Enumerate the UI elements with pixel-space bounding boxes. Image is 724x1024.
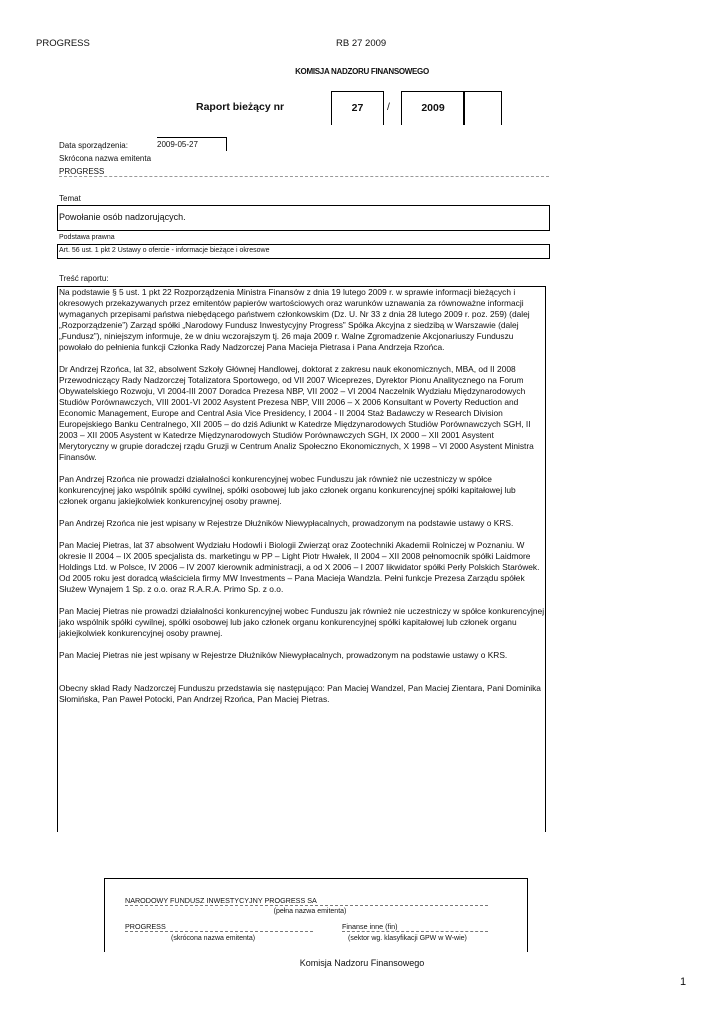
- report-label: Raport bieżący nr: [196, 101, 285, 113]
- short-name-caption: (skrócona nazwa emitenta): [171, 935, 256, 942]
- bottom-caption: Komisja Nadzoru Finansowego: [299, 958, 425, 968]
- short-name-footer-rule: [125, 931, 313, 932]
- issuer-short-name: PROGRESS: [125, 922, 166, 931]
- report-content: [57, 286, 546, 832]
- report-paragraph: Pan Andrzej Rzońca nie prowadzi działalności konkurencyjnej wobec Funduszu jak również nie uczestniczy w spółce konkurencyjnej jako wspólnik spółki cywilnej, spółki osobowej lub jako członek organu konkurencyjnej spółki kapitałowej lub członek organu jakiejkolwiek konkurencyjnej osoby prawnej.: [59, 474, 516, 506]
- subject-box: [57, 205, 550, 231]
- report-paragraph: Pan Maciej Pietras, lat 37 absolwent Wydziału Hodowli i Biologii Zwierząt oraz Zootechniki Akademii Rolniczej w Poznaniu. W okresie II 2004 – IX 2005 specjalista ds. marketingu w PP – Light Piotr Hwałek, II 2004 – XII 2008 pełnomocnik spółki Laidmore Holdings Ltd. w Polsce, IV 2006 – IV 2007 kierownik administracji, a od X 2006 – I 2007 likwidator spółki Perły Polskich Starówek. Od 2005 roku jest doradcą właściciela firmy MW Investments – Pana Macieja Wandzla. Pełni funkcje Prezesa Zarządu spółek Służew Wynajem 1 Sp. z o.o. oraz R.A.R.A. Primo Sp. z o.o.: [59, 540, 540, 594]
- report-number-box: [331, 91, 384, 125]
- full-name-caption: (pełna nazwa emitenta): [273, 908, 347, 915]
- date-label: Data sporządzenia:: [59, 141, 128, 150]
- short-name-rule: [59, 176, 549, 177]
- content-label: Treść raportu:: [59, 274, 109, 283]
- issuer-full-name: NARODOWY FUNDUSZ INWESTYCYJNY PROGRESS SA: [125, 896, 317, 905]
- subject-value: Powołanie osób nadzorujących.: [59, 212, 186, 222]
- short-name-label: Skrócona nazwa emitenta: [59, 154, 152, 163]
- report-separator: /: [387, 101, 390, 113]
- report-paragraph: Obecny skład Rady Nadzorczej Funduszu przedstawia się następująco: Pan Maciej Wandzel, Pan Maciej Zientara, Pani Dominika Słomińska, Pan Paweł Potocki, Pan Andrzej Rzońca, Pan Maciej Pietras.: [59, 683, 541, 704]
- report-extra-box: [463, 91, 502, 125]
- report-paragraph: Pan Maciej Pietras nie jest wpisany w Rejestrze Dłużników Niewypłacalnych, prowadzonym na podstawie ustawy o KRS.: [59, 650, 508, 660]
- header-left: PROGRESS: [36, 38, 90, 49]
- short-name-value: PROGRESS: [59, 167, 105, 176]
- report-paragraph: Dr Andrzej Rzońca, lat 32, absolwent Szkoły Głównej Handlowej, doktorat z zakresu nauk ekonomicznych, MBA, od II 2008 Przewodniczący Rady Nadzorczej Totalizatora Sportowego, od VII 2007 Wiceprezes, Dyrektor Pionu Analitycznego na Forum Obywatelskiego Rozwoju, VI 2004-III 2007 Doradca Prezesa NBP, VII 2002 – VI 2004 Naczelnik Wydziału Międzynarodowych Studiów Porównawczych, VIII 2001-VI 2002 Asystent Prezesa NBP, VIII 2006 – X 2006 Konsultant w Poverty Reduction and Economic Management, Europe and Central Asia Vice Presidency, I 2004 - II 2004 Staż Badawczy w Research Division Europejskiego Banku Centralnego, XII 2005 – do dziś Adiunkt w Katedrze Międzynarodowych Studiów Porównawczych SGH, II 2003 – XII 2005 Asystent w Katedrze Międzynarodowych Studiów Porównawczych SGH, IX 2000 – XII 2001 Asystent Merytoryczny w grupie doradczej rządu Gruzji w Centrum Analiz Społeczno Ekonomicznych, X 1998 – VI 2000 Asystent Ministra Finansów.: [59, 364, 534, 462]
- legal-basis-label: Podstawa prawna: [59, 234, 115, 241]
- issuer-sector: Finanse inne (fin): [342, 922, 398, 931]
- date-box: [157, 137, 227, 151]
- report-year-box: [401, 91, 465, 125]
- full-name-rule: [125, 905, 488, 906]
- report-year: 2009: [421, 102, 445, 114]
- legal-basis-box: [57, 244, 550, 259]
- legal-basis-value: Art. 56 ust. 1 pkt 2 Ustawy o ofercie - informacje bieżące i okresowe: [59, 247, 270, 254]
- header-center: RB 27 2009: [336, 38, 387, 49]
- sector-rule: [342, 931, 488, 932]
- report-paragraph: Na podstawie § 5 ust. 1 pkt 22 Rozporządzenia Ministra Finansów z dnia 19 lutego 2009 r. w sprawie informacji bieżących i okresowych przekazywanych przez emitentów papierów wartościowych oraz warunków uznawania za równoważne informacji wymaganych przepisami państwa niebędącego państwem członkowskim (Dz. U. Nr 33 z dnia 28 lutego 2009 r. poz. 259) (dalej „Rozporządzenie”) Zarząd spółki „Narodowy Fundusz Inwestycyjny Progress” Spółka Akcyjna z siedzibą w Warszawie (dalej „Fundusz”), niniejszym informuje, że w dniu wczorajszym tj. 26 maja 2009 r. Walne Zgromadzenie Akcjonariuszy Funduszu powołało do pełnienia funkcji Członka Rady Nadzorczej Pana Macieja Pietrasa i Pana Andrzeja Rzońca.: [59, 287, 530, 352]
- subject-label: Temat: [59, 194, 81, 203]
- report-paragraph: Pan Maciej Pietras nie prowadzi działalności konkurencyjnej wobec Funduszu jak również nie uczestniczy w spółce konkurencyjnej jako wspólnik spółki cywilnej, spółki osobowej lub jako członek organu konkurencyjnej spółki kapitałowej lub członek organu jakiejkolwiek konkurencyjnej osoby prawnej.: [59, 606, 545, 638]
- issuer-footer-box: [104, 878, 528, 952]
- sector-caption: (sektor wg. klasyfikacji GPW w W-wie): [348, 935, 467, 942]
- commission-title: KOMISJA NADZORU FINANSOWEGO: [295, 67, 429, 76]
- report-number: 27: [351, 102, 364, 114]
- date-value: 2009-05-27: [157, 140, 198, 149]
- page-number: 1: [680, 976, 687, 988]
- report-paragraph: Pan Andrzej Rzońca nie jest wpisany w Rejestrze Dłużników Niewypłacalnych, prowadzonym na podstawie ustawy o KRS.: [59, 518, 514, 528]
